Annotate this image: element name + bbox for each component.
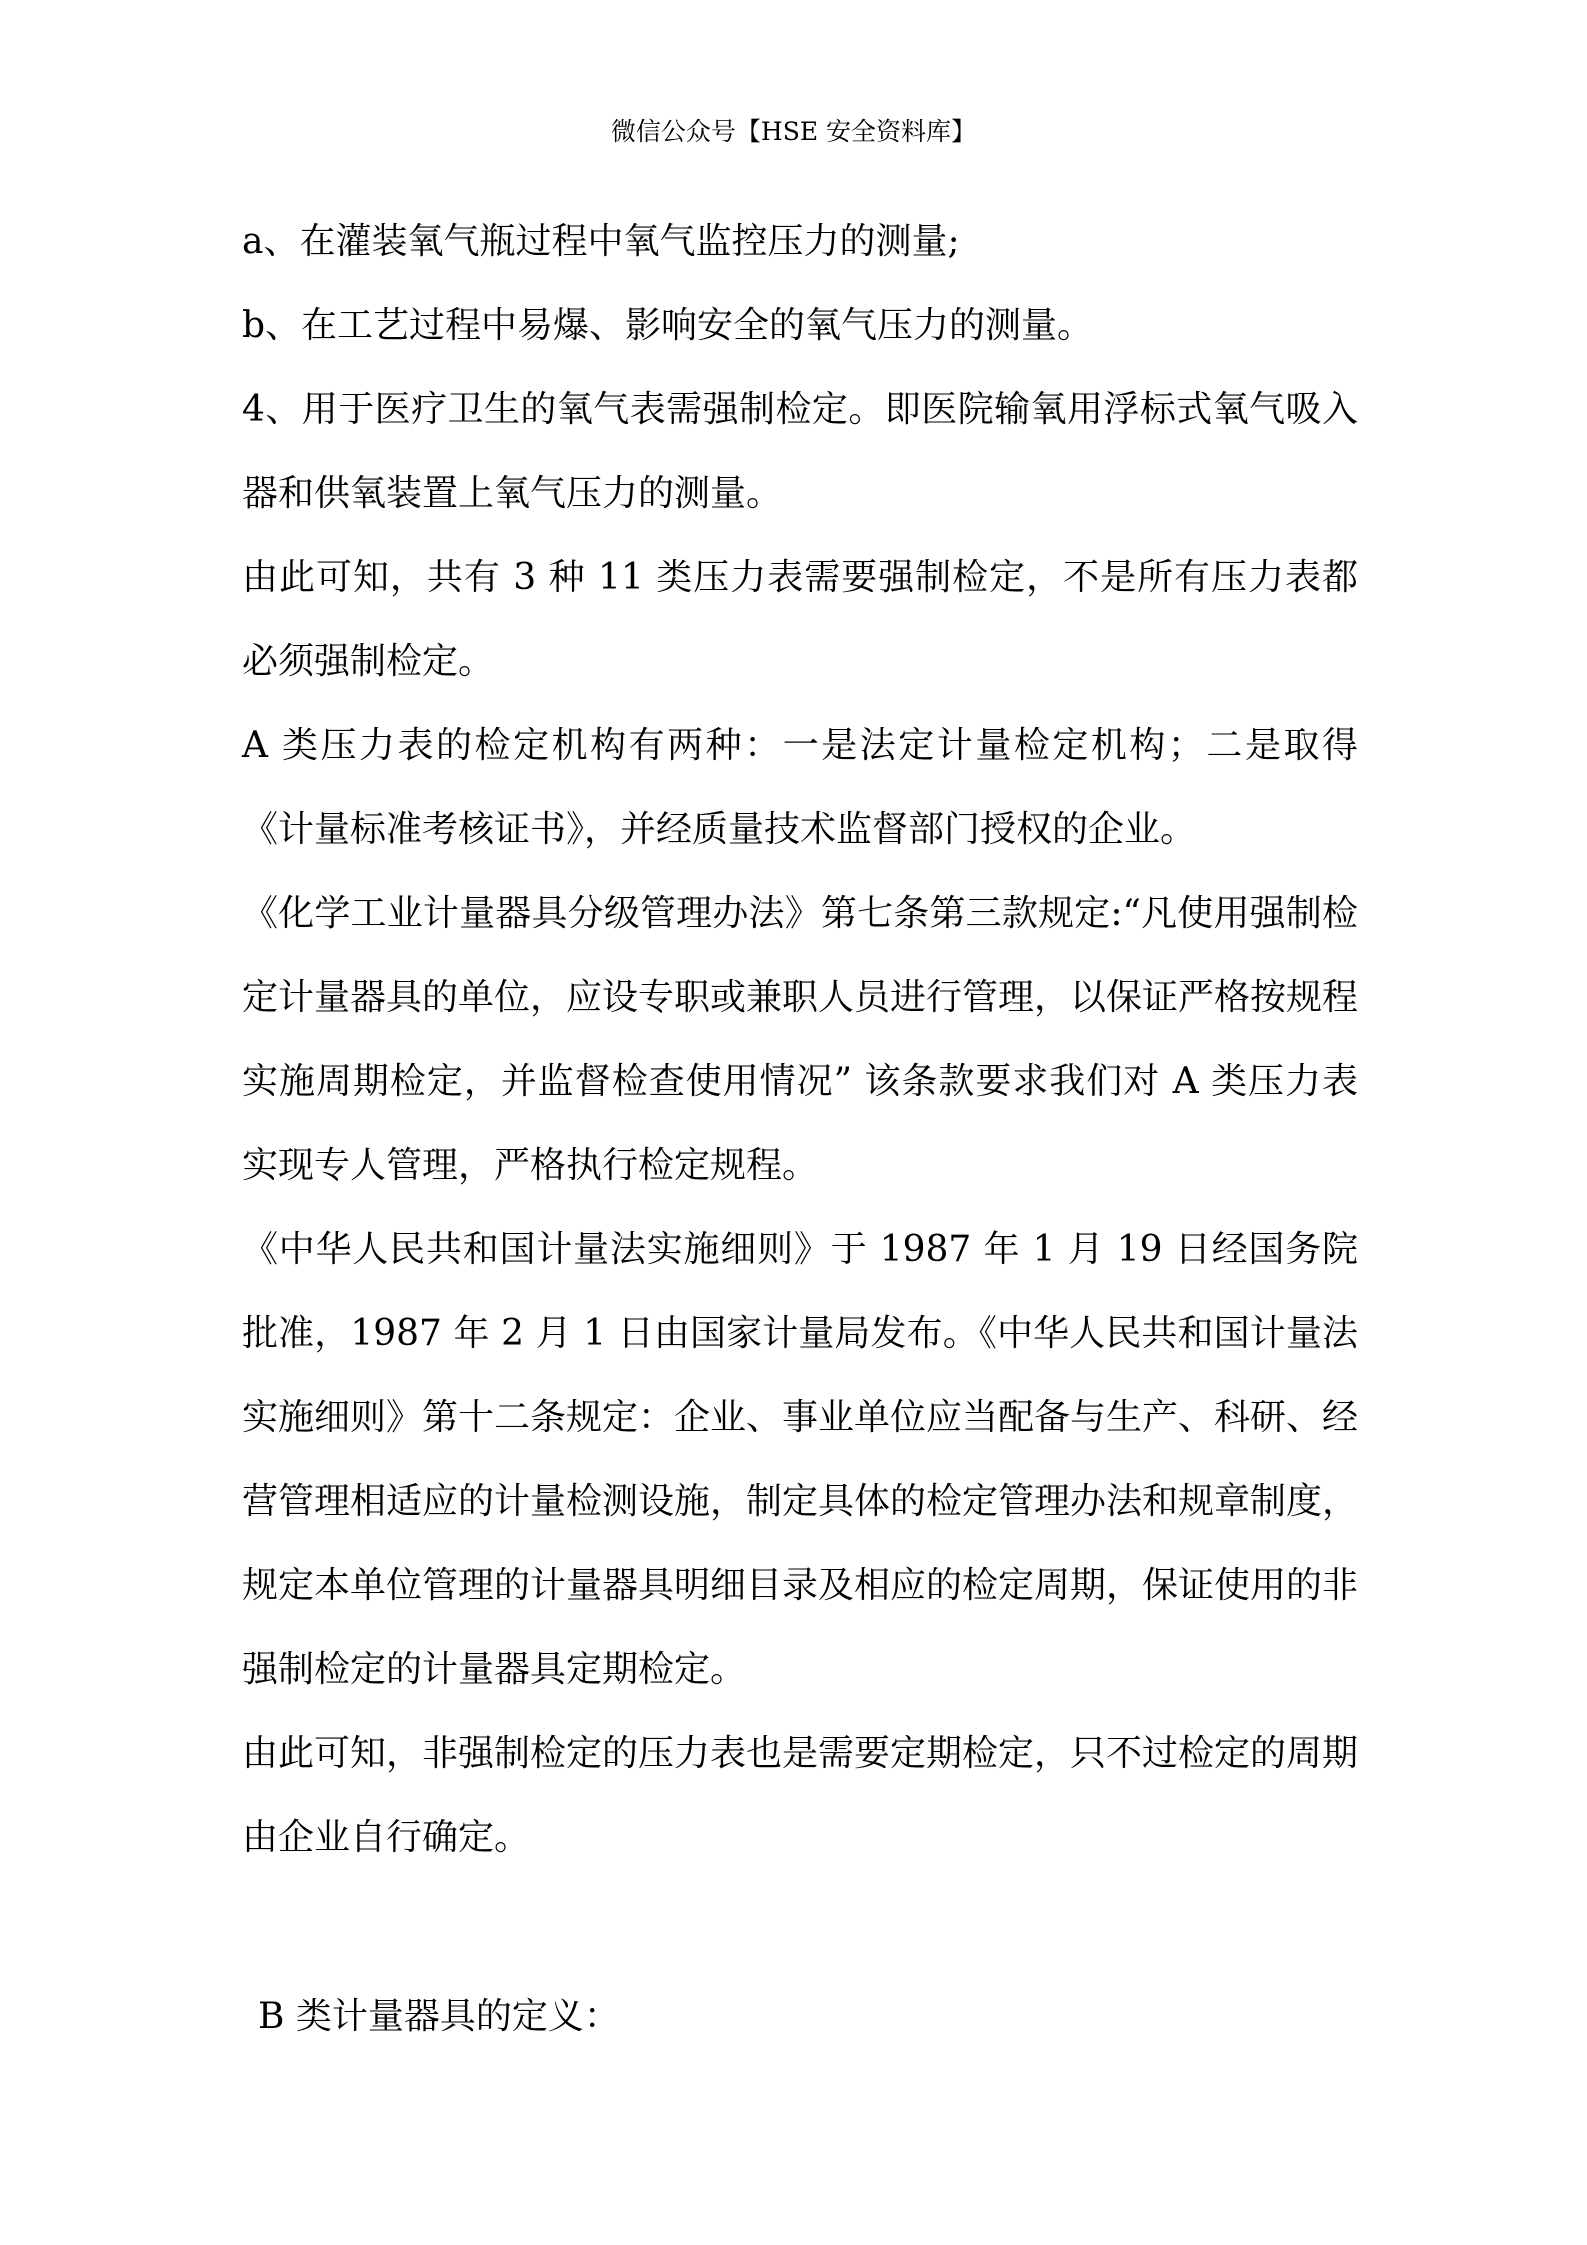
body-text [242,200,1358,1880]
paragraph-chemical-regulation: 《化学工业计量器具分级管理办法》第七条第三款规定:“凡使用强制检定计量器具的单位，应设专职或兼职人员进行管理，以保证严格按规程实施周期检定，并监督检查使用情况” 该条款要求我们对 A 类压力表实现专人管理，严格执行检定规程。 [242,893,1359,1186]
paragraph-item-a: a、在灌装氧气瓶过程中氧气监控压力的测量; [242,221,960,262]
paragraph-verification-agency: A 类压力表的检定机构有两种：一是法定计量检定机构；二是取得《计量标准考核证书》，并经质量技术监督部门授权的企业。 [242,725,1358,850]
section-heading: B 类计量器具的定义： [258,1996,620,2037]
paragraph-metrology-law: 《中华人民共和国计量法实施细则》于 1987 年 1 月 19 日经国务院批准，1987 年 2 月 1 日由国家计量局发布。《中华人民共和国计量法实施细则》第十二条规定：企业、事业单位应当配备与生产、科研、经营管理相适应的计量检测设施，制定具体的检定管理办法和规章制度，规定本单位管理的计量器具明细目录及相应的检定周期，保证使用的非强制检定的计量器具定期检定。 [242,1229,1359,1690]
page-header: 微信公众号【HSE 安全资料库】 [610,117,977,146]
paragraph-item-4: 4、用于医疗卫生的氧气表需强制检定。即医院输氧用浮标式氧气吸入器和供氧装置上氧气压力的测量。 [242,389,1358,514]
paragraph-conclusion-1: 由此可知，共有 3 种 11 类压力表需要强制检定，不是所有压力表都必须强制检定。 [242,557,1358,682]
paragraph-conclusion-2: 由此可知，非强制检定的压力表也是需要定期检定，只不过检定的周期由企业自行确定。 [242,1733,1359,1858]
paragraph-item-b: b、在工艺过程中易爆、影响安全的氧气压力的测量。 [242,305,1094,346]
